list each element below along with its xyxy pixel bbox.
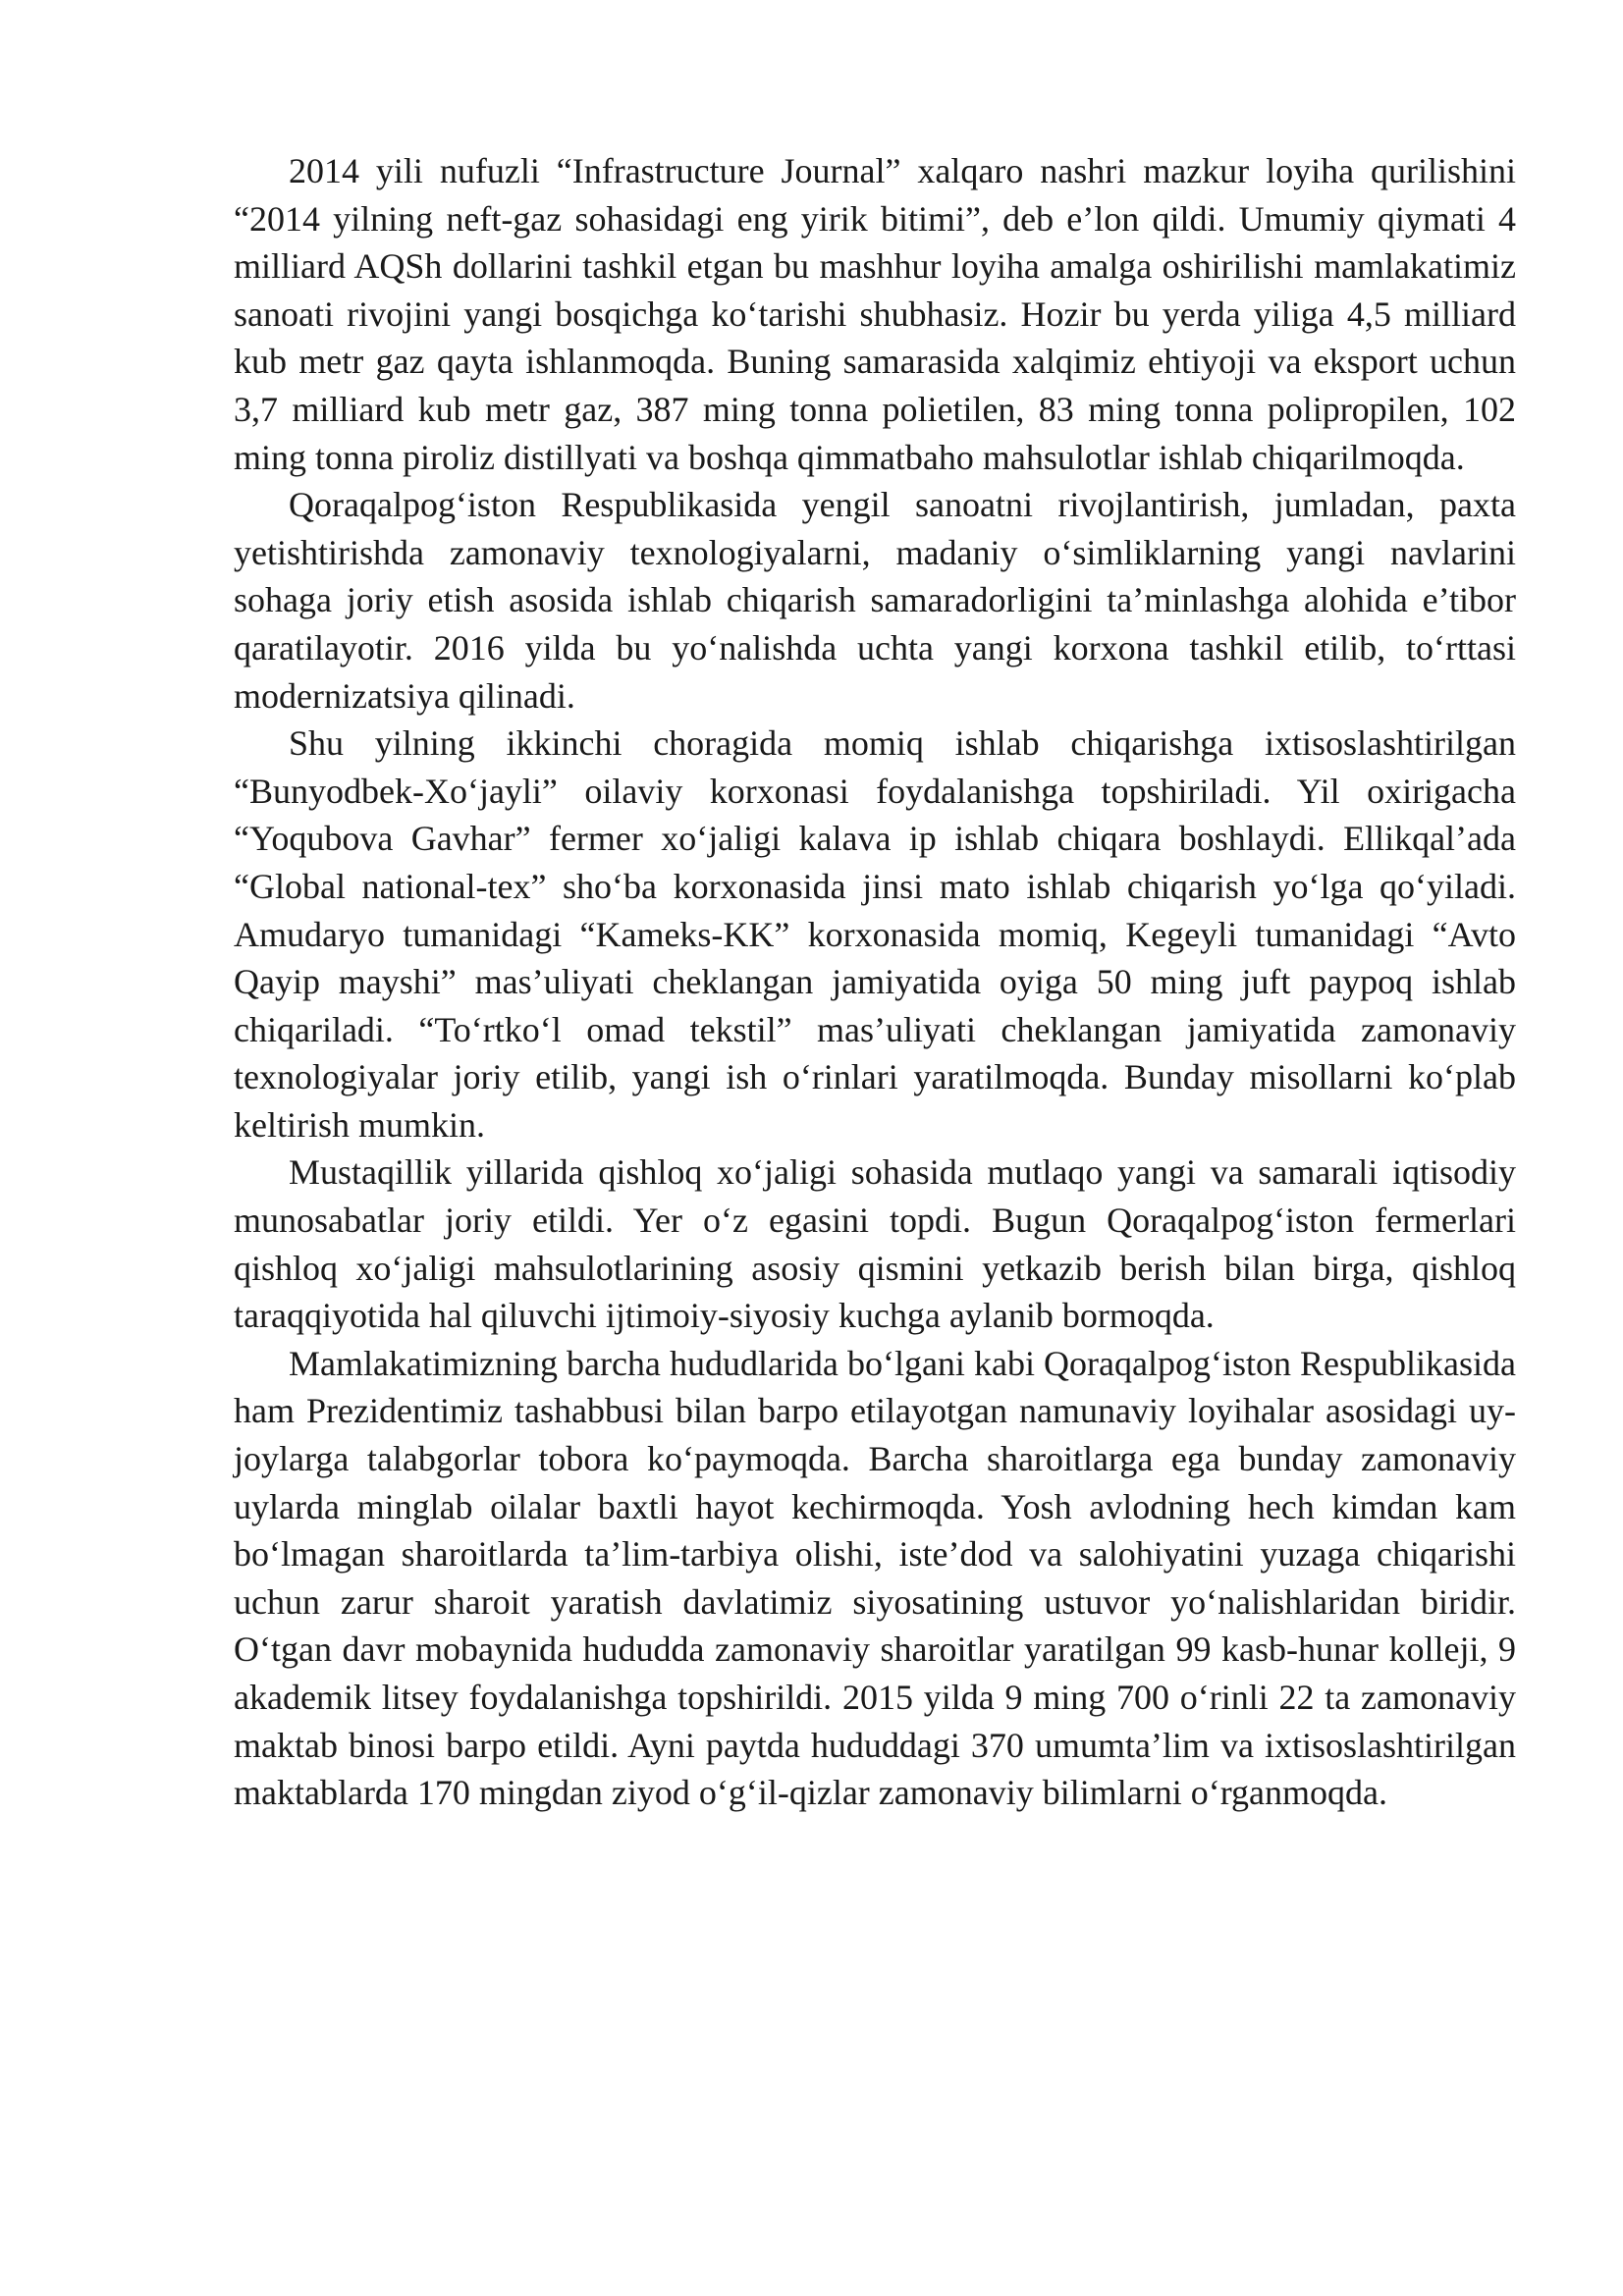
paragraph-light-industry: Qoraqalpog‘iston Respublikasida yengil sanoatni rivojlantirish, jumladan, paxta yetishtirishda zamonaviy texnologiyalarni, madaniy o‘simliklarning yangi navlarini sohaga joriy etish asosida ishlab chiqarish samaradorligini ta’minlashga alohida e’tibor qaratilayotir. 2016 yilda bu yo‘nalishda uchta yangi korxona tashkil etilib, to‘rttasi modernizatsiya qilinadi.	[234, 485, 1516, 716]
paragraph-housing-education: Mamlakatimizning barcha hududlarida bo‘lgani kabi Qoraqalpog‘iston Respublikasida ham Prezidentimiz tashabbusi bilan barpo etilayotgan namunaviy loyihalar asosidagi uy-joylarga talabgorlar tobora ko‘paymoqda. Barcha sharoitlarga ega bunday zamonaviy uylarda minglab oilalar baxtli hayot kechirmoqda. Yosh avlodning hech kimdan kam bo‘lmagan sharoitlarda ta’lim-tarbiya olishi, iste’dod va salohiyatini yuzaga chiqarishi uchun zarur sharoit yaratish davlatimiz siyosatining ustuvor yo‘nalishlaridan biridir. O‘tgan davr mobaynida hududda zamonaviy sharoitlar yaratilgan 99 kasb-hunar kolleji, 9 akademik litsey foydalanishga topshirildi. 2015 yilda 9 ming 700 o‘rinli 22 ta zamonaviy maktab binosi barpo etildi. Ayni paytda hududdagi 370 umumta’lim va ixtisoslashtirilgan maktablarda 170 mingdan ziyod o‘g‘il-qizlar zamonaviy bilimlarni o‘rganmoqda.	[234, 1343, 1516, 1813]
paragraph-new-enterprises: Shu yilning ikkinchi choragida momiq ishlab chiqarishga ixtisoslashtirilgan “Bunyodbek-Xo‘jayli” oilaviy korxonasi foydalanishga topshiriladi. Yil oxirigacha “Yoqubova Gavhar” fermer xo‘jaligi kalava ip ishlab chiqara boshlaydi. Ellikqal’ada “Global national-tex” sho‘ba korxonasida jinsi mato ishlab chiqarish yo‘lga qo‘yiladi. Amudaryo tumanidagi “Kameks-KK” korxonasida momiq, Kegeyli tumanidagi “Avto Qayip mayshi” mas’uliyati cheklangan jamiyatida oyiga 50 ming juft paypoq ishlab chiqariladi. “To‘rtko‘l omad tekstil” mas’uliyati cheklangan jamiyatida zamonaviy texnologiyalar joriy etilib, yangi ish o‘rinlari yaratilmoqda. Bunday misollarni ko‘plab keltirish mumkin.	[234, 723, 1516, 1145]
document-page	[234, 147, 1516, 1817]
paragraph-gas-chemical-project: 2014 yili nufuzli “Infrastructure Journal” xalqaro nashri mazkur loyiha qurilishini “2014 yilning neft-gaz sohasidagi eng yirik bitimi”, deb e’lon qildi. Umumiy qiymati 4 milliard AQSh dollarini tashkil etgan bu mashhur loyiha amalga oshirilishi mamlakatimiz sanoati rivojini yangi bosqichga ko‘tarishi shubhasiz. Hozir bu yerda yiliga 4,5 milliard kub metr gaz qayta ishlanmoqda. Buning samarasida xalqimiz ehtiyoji va eksport uchun 3,7 milliard kub metr gaz, 387 ming tonna polietilen, 83 ming tonna polipropilen, 102 ming tonna piroliz distillyati va boshqa qimmatbaho mahsulotlar ishlab chiqarilmoqda.	[234, 151, 1516, 477]
paragraph-agriculture: Mustaqillik yillarida qishloq xo‘jaligi sohasida mutlaqo yangi va samarali iqtisodiy munosabatlar joriy etildi. Yer o‘z egasini topdi. Bugun Qoraqalpog‘iston fermerlari qishloq xo‘jaligi mahsulotlarining asosiy qismini yetkazib berish bilan birga, qishloq taraqqiyotida hal qiluvchi ijtimoiy-siyosiy kuchga aylanib bormoqda.	[234, 1152, 1516, 1336]
